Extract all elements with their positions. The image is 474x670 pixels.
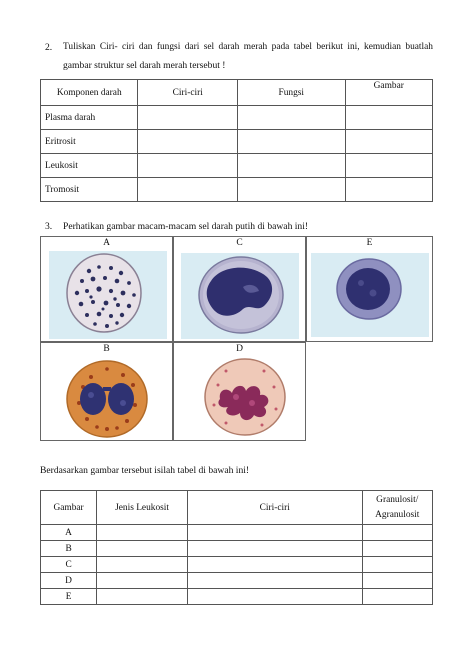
q2-number: 2. [45, 42, 53, 53]
granulosit-cell[interactable] [362, 557, 432, 573]
q3-table-intro: Berdasarkan gambar tersebut isilah tabel di bawah ini! [40, 465, 250, 476]
table-row [41, 154, 433, 178]
image-cell-a [40, 236, 173, 342]
row-label: E [41, 589, 97, 605]
ciri-cell[interactable] [187, 573, 362, 589]
image-label-d: D [236, 344, 243, 354]
lymphocyte-cell-icon [311, 253, 429, 337]
monocyte-cell-icon [181, 253, 299, 339]
granulosit-cell[interactable] [362, 541, 432, 557]
ciri-cell[interactable] [138, 154, 238, 178]
q2-table [40, 79, 433, 202]
header-agranulosit-label: Agranulosit [375, 509, 420, 520]
ciri-cell[interactable] [187, 589, 362, 605]
ciri-cell[interactable] [138, 178, 238, 202]
q2-table-header-row [41, 80, 433, 106]
fungsi-cell[interactable] [237, 178, 345, 202]
row-label: Tromosit [41, 178, 138, 202]
fungsi-cell[interactable] [237, 130, 345, 154]
row-label: A [41, 525, 97, 541]
granulosit-cell[interactable] [362, 589, 432, 605]
leukocyte-table-header-row [41, 491, 433, 525]
table-row [41, 525, 433, 541]
header-komponen: Komponen darah [41, 80, 138, 106]
row-label: C [41, 557, 97, 573]
header-gambar: Gambar [345, 80, 432, 106]
row-label: Eritrosit [41, 130, 138, 154]
image-cell-e [306, 236, 433, 342]
row-label: Leukosit [41, 154, 138, 178]
row-label: Plasma darah [41, 106, 138, 130]
image-label-e: E [366, 238, 373, 248]
gambar-cell[interactable] [345, 154, 432, 178]
row-label: D [41, 573, 97, 589]
image-label-b: B [103, 344, 110, 354]
jenis-cell[interactable] [97, 589, 188, 605]
header-fungsi: Fungsi [237, 80, 345, 106]
row-label: B [41, 541, 97, 557]
lymphocyte-speckled-cell-icon [49, 251, 167, 339]
jenis-cell[interactable] [97, 557, 188, 573]
q3-number: 3. [45, 221, 53, 232]
gambar-cell[interactable] [345, 130, 432, 154]
fungsi-cell[interactable] [237, 154, 345, 178]
ciri-cell[interactable] [187, 541, 362, 557]
granulosit-cell[interactable] [362, 573, 432, 589]
gambar-cell[interactable] [345, 178, 432, 202]
table-row [41, 573, 433, 589]
jenis-cell[interactable] [97, 541, 188, 557]
ciri-cell[interactable] [138, 130, 238, 154]
granulosit-cell[interactable] [362, 525, 432, 541]
ciri-cell[interactable] [187, 557, 362, 573]
table-row [41, 130, 433, 154]
table-row [41, 541, 433, 557]
q2-line2: gambar struktur sel darah merah tersebut ! [63, 60, 226, 71]
jenis-cell[interactable] [97, 573, 188, 589]
header-ciri: Ciri-ciri [187, 491, 362, 525]
eosinophil-cell-icon [63, 357, 151, 439]
neutrophil-cell-icon [200, 355, 290, 439]
q2-line1: Tuliskan Ciri- ciri dan fungsi dari sel darah merah pada tabel berikut ini, kemudian buatlah [63, 42, 433, 52]
table-row [41, 557, 433, 573]
header-granulosit-label: Granulosit/ [376, 494, 419, 505]
gambar-cell[interactable] [345, 106, 432, 130]
table-row [41, 178, 433, 202]
q3-text: Perhatikan gambar macam-macam sel darah putih di bawah ini! [63, 221, 309, 232]
ciri-cell[interactable] [138, 106, 238, 130]
header-gambar: Gambar [41, 491, 97, 525]
image-label-a: A [103, 238, 110, 248]
leukocyte-table [40, 490, 433, 605]
ciri-cell[interactable] [187, 525, 362, 541]
table-row [41, 106, 433, 130]
header-jenis: Jenis Leukosit [97, 491, 188, 525]
image-cell-c [173, 236, 306, 342]
image-cell-d [173, 342, 306, 441]
header-ciri: Ciri-ciri [138, 80, 238, 106]
table-row [41, 589, 433, 605]
image-label-c: C [236, 238, 243, 248]
header-granulosit [362, 491, 432, 525]
fungsi-cell[interactable] [237, 106, 345, 130]
image-cell-b [40, 342, 173, 441]
jenis-cell[interactable] [97, 525, 188, 541]
